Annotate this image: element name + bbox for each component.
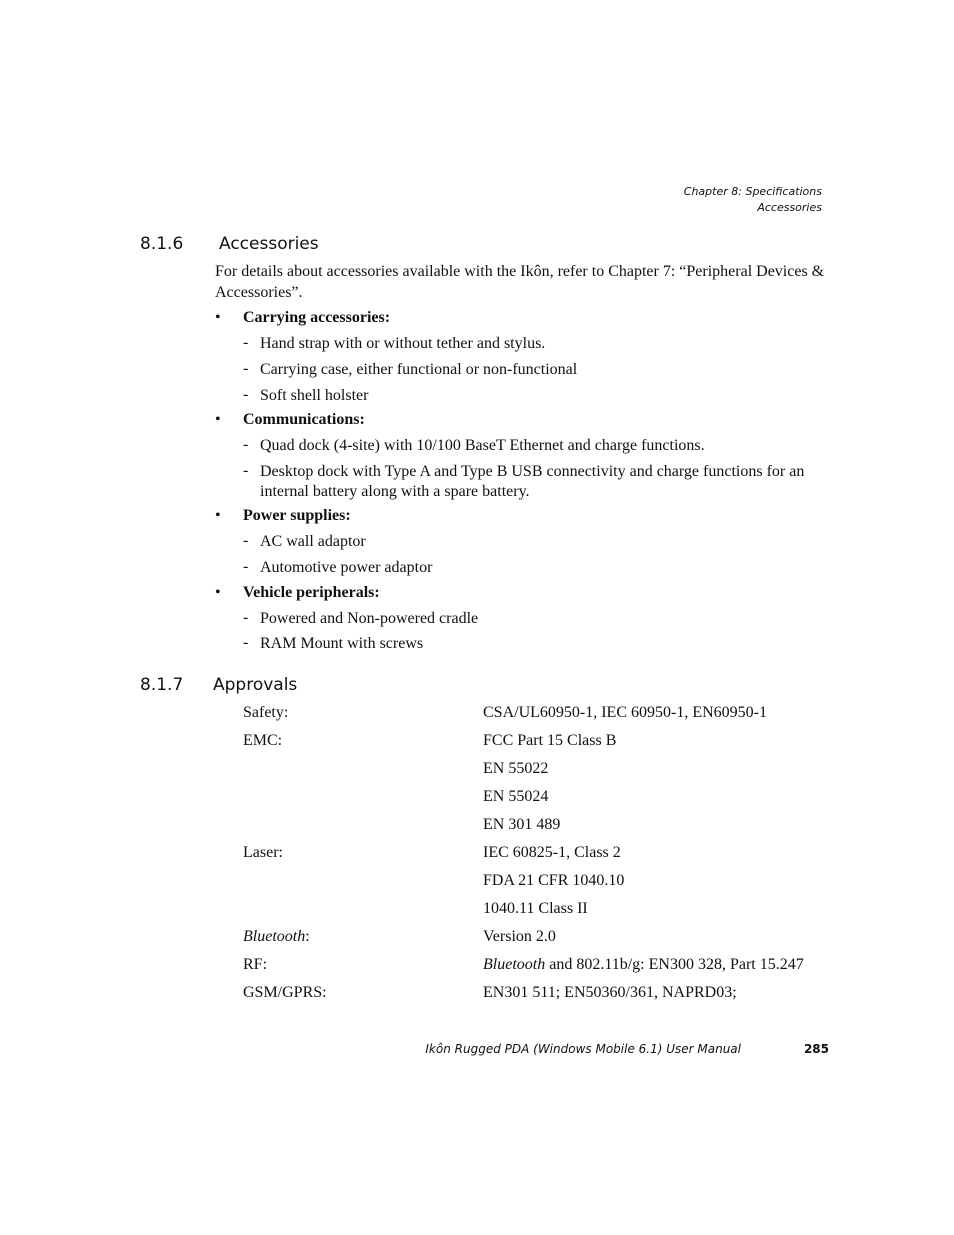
approval-value: FCC Part 15 Class B [483,732,617,749]
approval-label: Laser: [243,844,283,861]
header-section: Accessories [757,201,822,214]
list-item: Soft shell holster [260,387,369,404]
bullet-icon: • [215,411,221,428]
group-label: Power supplies: [243,507,351,524]
approval-label-colon: : [305,928,310,945]
section-number-accessories: 8.1.6 [140,234,184,254]
list-item: AC wall adaptor [260,533,366,550]
approval-value-italic: Bluetooth [483,956,546,973]
page-number: 285 [803,1042,829,1056]
approval-label: EMC: [243,732,283,749]
list-item: Quad dock (4-site) with 10/100 BaseT Ethernet and charge functions. [260,437,705,454]
dash-icon: - [243,360,249,377]
list-item: Desktop dock with Type A and Type B USB connectivity and charge functions for an internal battery along with a spare battery. [260,463,805,500]
approval-value: EN301 511; EN50360/361, NAPRD03; [483,984,737,1001]
bullet-icon: • [215,309,221,326]
bullet-icon: • [215,584,221,601]
group-label: Vehicle peripherals: [243,584,380,601]
bullet-icon: • [215,507,221,524]
section-title-approvals: Approvals [213,675,298,695]
approval-value: EN 301 489 [483,816,561,833]
group-label: Carrying accessories: [243,309,391,326]
dash-icon: - [243,558,249,575]
dash-icon: - [243,334,249,351]
dash-icon: - [243,532,249,549]
accessories-intro: For details about accessories available with the Ikôn, refer to Chapter 7: “Peripheral Devices & Accessories”. [215,263,825,301]
footer-manual-title: Ikôn Rugged PDA (Windows Mobile 6.1) User Manual [425,1042,741,1056]
dash-icon: - [243,386,249,403]
section-title-accessories: Accessories [219,234,319,254]
list-item: RAM Mount with screws [260,635,424,652]
list-item: Automotive power adaptor [260,559,433,576]
approval-label: RF: [243,956,268,973]
approval-value-rest: and 802.11b/g: EN300 328, Part 15.247 [545,956,804,973]
dash-icon: - [243,634,249,651]
approval-value: EN 55022 [483,760,549,777]
approval-label: Safety: [243,704,289,721]
approval-label-italic: Bluetooth [243,928,306,945]
approval-value [483,956,804,974]
section-number-approvals: 8.1.7 [140,675,184,695]
approval-value: Version 2.0 [483,928,556,945]
approval-value: FDA 21 CFR 1040.10 [483,872,625,889]
approval-label: GSM/GPRS: [243,984,327,1001]
list-item: Powered and Non-powered cradle [260,610,479,627]
approval-value: EN 55024 [483,788,549,805]
dash-icon: - [243,436,249,453]
header-chapter: Chapter 8: Specifications [683,185,822,198]
approval-label [243,928,310,946]
approval-value: CSA/UL60950-1, IEC 60950-1, EN60950-1 [483,704,767,721]
dash-icon: - [243,609,249,626]
running-header [684,184,822,216]
dash-icon: - [243,462,249,479]
approval-value: IEC 60825-1, Class 2 [483,844,621,861]
group-label: Communications: [243,411,365,428]
list-item: Carrying case, either functional or non-functional [260,361,578,378]
approval-value: 1040.11 Class II [483,900,588,917]
list-item: Hand strap with or without tether and stylus. [260,335,546,352]
